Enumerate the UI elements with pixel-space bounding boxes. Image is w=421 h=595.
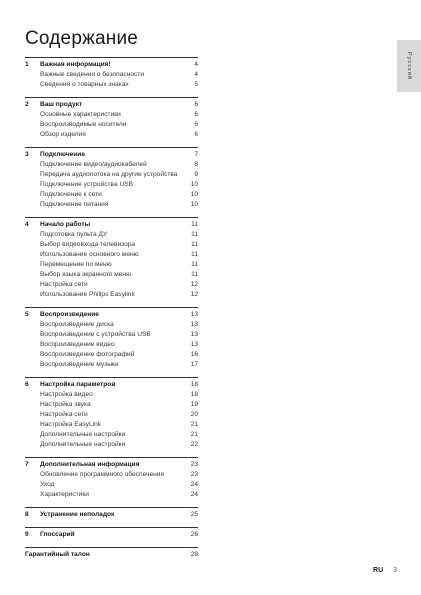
- toc-entry-label: Воспроизведение видео: [40, 341, 115, 348]
- toc-entry-page: 6: [194, 111, 198, 118]
- toc-entry-row[interactable]: [25, 120, 198, 130]
- toc-chapter-row[interactable]: [25, 100, 198, 110]
- toc-entry-label: Уход: [40, 481, 55, 488]
- toc-chapter-number: 1: [25, 61, 29, 68]
- toc-section: [25, 507, 198, 520]
- toc-chapter-page: 23: [190, 461, 198, 468]
- toc-entry-label: Обзор изделия: [40, 131, 86, 138]
- toc-entry-page: 4: [194, 71, 198, 78]
- toc-entry-row[interactable]: [25, 170, 198, 180]
- toc-chapter-page: 26: [190, 531, 198, 538]
- toc-chapter-number: 8: [25, 511, 29, 518]
- language-tab-label: Русский: [406, 51, 412, 81]
- table-of-contents: [25, 57, 198, 567]
- toc-entry-page: 11: [191, 231, 198, 238]
- toc-entry-row[interactable]: [25, 430, 198, 440]
- toc-entry-row[interactable]: [25, 290, 198, 300]
- toc-chapter-row[interactable]: [25, 530, 198, 540]
- toc-chapter-row[interactable]: [25, 510, 198, 520]
- toc-entry-row[interactable]: [25, 180, 198, 190]
- toc-entry-label: Настройка видео: [40, 391, 93, 398]
- toc-entry-label: Перемещение по меню: [40, 261, 112, 268]
- toc-section: [25, 527, 198, 540]
- toc-entry-page: 6: [194, 131, 198, 138]
- toc-entry-page: 16: [190, 351, 198, 358]
- toc-chapter-title: Воспроизведение: [40, 311, 99, 318]
- toc-entry-row[interactable]: [25, 410, 198, 420]
- toc-entry-page: 10: [190, 201, 198, 208]
- toc-entry-label: Основные характеристики: [40, 111, 121, 118]
- toc-entry-row[interactable]: [25, 490, 198, 500]
- toc-entry-label: Подключение устройства USB: [40, 181, 134, 188]
- toc-entry-page: 11: [191, 271, 198, 278]
- toc-entry-row[interactable]: [25, 110, 198, 120]
- toc-entry-label: Воспроизведение диска: [40, 321, 114, 328]
- toc-entry-row[interactable]: [25, 280, 198, 290]
- toc-entry-page: 13: [190, 331, 198, 338]
- toc-chapter-number: 7: [25, 461, 29, 468]
- language-tab: [397, 40, 421, 92]
- toc-entry-label: Воспроизведение музыки: [40, 361, 119, 368]
- toc-section: [25, 457, 198, 500]
- toc-entry-label: Воспроизводимые носители: [40, 121, 127, 128]
- toc-chapter-title: Подключение: [40, 151, 86, 158]
- toc-entry-page: 10: [190, 181, 198, 188]
- toc-entry-label: Воспроизведение с устройства USB: [40, 331, 151, 338]
- toc-entry-page: 24: [190, 491, 198, 498]
- toc-entry-label: Характеристики: [40, 491, 89, 498]
- toc-entry-page: 12: [190, 291, 198, 298]
- toc-chapter-number: 2: [25, 101, 29, 108]
- toc-entry-page: 21: [190, 431, 198, 438]
- toc-entry-page: 6: [194, 121, 198, 128]
- toc-entry-row[interactable]: [25, 330, 198, 340]
- toc-chapter-row[interactable]: [25, 550, 198, 560]
- toc-chapter-page: 28: [190, 551, 198, 558]
- toc-chapter-row[interactable]: [25, 150, 198, 160]
- toc-chapter-title: Гарантийный талон: [25, 551, 90, 558]
- toc-section: [25, 57, 198, 90]
- toc-entry-label: Использование Philips Easylink: [40, 291, 135, 298]
- toc-entry-label: Важные сведения о безопасности: [40, 71, 145, 78]
- toc-chapter-title: Настройка параметров: [40, 381, 116, 388]
- toc-entry-label: Настройка звука: [40, 401, 91, 408]
- toc-entry-label: Выбор видеовхода телевизора: [40, 241, 136, 248]
- toc-chapter-row[interactable]: [25, 220, 198, 230]
- toc-entry-page: 19: [190, 401, 198, 408]
- toc-section: [25, 547, 198, 560]
- toc-chapter-page: 11: [191, 221, 198, 228]
- toc-chapter-number: 5: [25, 311, 29, 318]
- toc-chapter-row[interactable]: [25, 460, 198, 470]
- toc-entry-page: 24: [190, 481, 198, 488]
- toc-entry-label: Использование основного меню: [40, 251, 139, 258]
- toc-entry-row[interactable]: [25, 470, 198, 480]
- toc-chapter-number: 6: [25, 381, 29, 388]
- toc-entry-label: Подключение видео/аудиокабелей: [40, 161, 147, 168]
- toc-entry-row[interactable]: [25, 240, 198, 250]
- footer-page-number: 3: [393, 567, 397, 574]
- toc-entry-row[interactable]: [25, 340, 198, 350]
- toc-entry-page: 13: [190, 321, 198, 328]
- toc-chapter-page: 13: [190, 311, 198, 318]
- toc-section: [25, 97, 198, 140]
- toc-entry-page: 20: [190, 411, 198, 418]
- toc-chapter-number: 4: [25, 221, 29, 228]
- toc-entry-label: Дополнительные настройки: [40, 431, 126, 438]
- toc-chapter-title: Ваш продукт: [40, 101, 83, 108]
- toc-entry-row[interactable]: [25, 260, 198, 270]
- toc-entry-page: 10: [190, 191, 198, 198]
- toc-entry-row[interactable]: [25, 390, 198, 400]
- toc-entry-label: Обновление программного обеспечения: [40, 471, 165, 478]
- toc-entry-label: Настройка сети: [40, 411, 88, 418]
- toc-chapter-page: 7: [194, 151, 198, 158]
- toc-entry-row[interactable]: [25, 350, 198, 360]
- toc-entry-row[interactable]: [25, 230, 198, 240]
- toc-entry-row[interactable]: [25, 130, 198, 140]
- toc-entry-row[interactable]: [25, 200, 198, 210]
- toc-entry-label: Дополнительные настройки: [40, 441, 126, 448]
- page-footer: [373, 566, 397, 576]
- toc-entry-label: Настройка EasyLink: [40, 421, 102, 428]
- toc-entry-page: 21: [190, 421, 198, 428]
- toc-entry-page: 8: [194, 161, 198, 168]
- toc-entry-label: Подключение к сети: [40, 191, 102, 198]
- toc-chapter-row[interactable]: [25, 380, 198, 390]
- toc-chapter-number: 9: [25, 531, 29, 538]
- toc-entry-row[interactable]: [25, 250, 198, 260]
- toc-chapter-page: 6: [194, 101, 198, 108]
- toc-entry-label: Воспроизведение фотографий: [40, 351, 135, 358]
- toc-entry-label: Подключение питания: [40, 201, 109, 208]
- toc-chapter-title: Начало работы: [40, 221, 91, 228]
- toc-entry-page: 5: [194, 81, 198, 88]
- toc-entry-page: 9: [194, 171, 198, 178]
- toc-entry-label: Подготовка пульта ДУ: [40, 231, 108, 238]
- toc-entry-page: 22: [190, 441, 198, 448]
- toc-entry-page: 23: [190, 471, 198, 478]
- toc-section: [25, 147, 198, 210]
- toc-entry-row[interactable]: [25, 70, 198, 80]
- toc-entry-page: 18: [190, 391, 198, 398]
- toc-chapter-row[interactable]: [25, 310, 198, 320]
- toc-entry-row[interactable]: [25, 160, 198, 170]
- toc-chapter-title: Важная информация!: [40, 61, 111, 68]
- toc-entry-label: Настройка сети: [40, 281, 88, 288]
- toc-entry-row[interactable]: [25, 420, 198, 430]
- toc-entry-page: 13: [190, 341, 198, 348]
- page-title: Содержание: [25, 28, 139, 49]
- toc-entry-page: 11: [191, 251, 198, 258]
- toc-chapter-title: Глоссарий: [40, 531, 75, 538]
- toc-section: [25, 307, 198, 370]
- footer-language-code: RU: [373, 567, 384, 574]
- toc-entry-row[interactable]: [25, 80, 198, 90]
- toc-entry-page: 17: [190, 361, 198, 368]
- toc-entry-page: 12: [190, 281, 198, 288]
- toc-chapter-page: 25: [190, 511, 198, 518]
- toc-entry-label: Выбор языка экранного меню: [40, 271, 132, 278]
- toc-section: [25, 377, 198, 450]
- toc-entry-page: 11: [191, 241, 198, 248]
- toc-entry-row[interactable]: [25, 270, 198, 280]
- toc-entry-label: Сведения о товарных знаках: [40, 81, 129, 88]
- toc-entry-row[interactable]: [25, 320, 198, 330]
- toc-chapter-number: 3: [25, 151, 29, 158]
- toc-chapter-title: Дополнительная информация: [40, 461, 140, 468]
- toc-section: [25, 217, 198, 300]
- toc-entry-row[interactable]: [25, 480, 198, 490]
- toc-chapter-row[interactable]: [25, 60, 198, 70]
- toc-entry-row[interactable]: [25, 440, 198, 450]
- toc-chapter-page: 4: [194, 61, 198, 68]
- toc-entry-label: Передача аудиопотока на другие устройства: [40, 171, 178, 178]
- toc-entry-row[interactable]: [25, 190, 198, 200]
- toc-entry-page: 11: [191, 261, 198, 268]
- toc-chapter-page: 18: [190, 381, 198, 388]
- toc-chapter-title: Устранение неполадок: [40, 511, 115, 518]
- toc-entry-row[interactable]: [25, 400, 198, 410]
- toc-entry-row[interactable]: [25, 360, 198, 370]
